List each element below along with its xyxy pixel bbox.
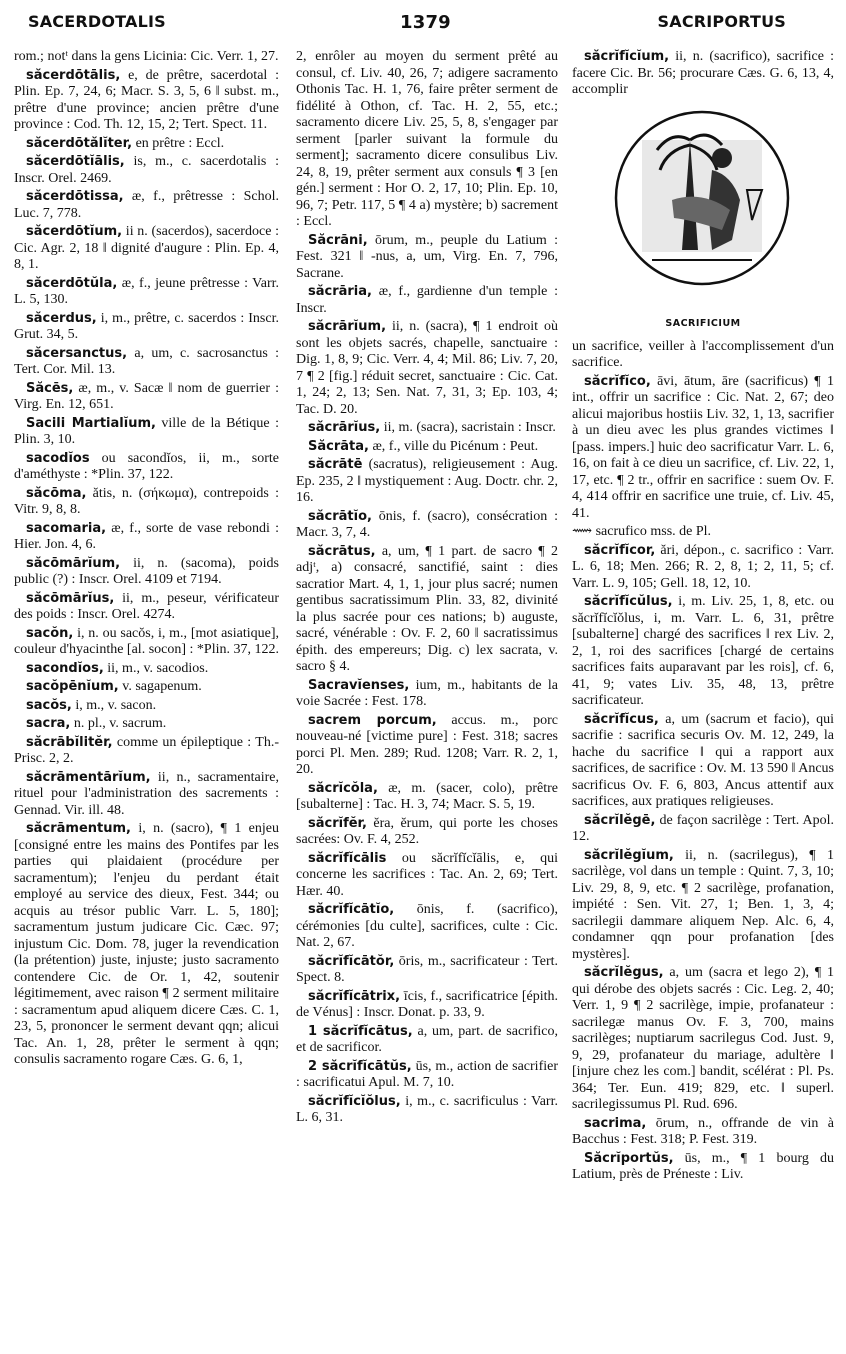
entry-definition: ville de la Bétique : Plin. 3, 10. — [14, 415, 279, 447]
dictionary-entry — [14, 345, 279, 378]
entry-headword: săcrĭlĕgĭum, — [584, 847, 674, 863]
entry-headword: săcōmārĭus, — [26, 590, 115, 606]
entry-headword: sacrima, — [584, 1115, 647, 1131]
dictionary-entry — [296, 438, 558, 455]
entry-headword: 2 săcrĭfĭcātŭs, — [308, 1058, 412, 1074]
entry-definition: ōrum, n., offrande de vin à Bacchus : Fest. 318; P. Fest. 319. — [572, 1115, 834, 1147]
dictionary-entry — [14, 485, 279, 518]
dictionary-entry — [14, 135, 279, 152]
entry-definition: ou săcrĭfĭcĭālis, e, qui concerne les sacrifices : Tac. An. 2, 69; Tert. Hær. 40. — [296, 850, 558, 899]
entry-definition: æ, m. (sacer, colo), prêtre [subalterne] : Tac. H. 3, 74; Macr. S. 5, 19. — [296, 780, 558, 812]
entry-definition: accus. m., porc nouveau-né [victime pure] : Fest. 318; sacres porci Pl. Men. 289; Rud. 1208; Varr. R. 2, 1, 20. — [296, 712, 558, 777]
dictionary-entry — [14, 715, 279, 732]
entry-definition: e, de prêtre, sacerdotal : Plin. Ep. 7, 24, 6; Macr. S. 3, 5, 6 ‖ subst. m., prêtre d'une province; ancien prêtre d'une province : Cod. Th. 12, 15, 2; Tert. Spect. 11. — [14, 67, 279, 132]
dictionary-entry — [14, 223, 279, 273]
entry-headword: 1 săcrĭfĭcātus, — [308, 1023, 413, 1039]
entry-definition: comme un épileptique : Th.-Prisc. 2, 2. — [14, 734, 279, 766]
entry-definition: æ, f., prêtresse : Schol. Luc. 7, 778. — [14, 189, 279, 221]
entry-headword: săcrĭfĭcālis — [308, 850, 387, 866]
entry-headword: săcrātus, — [308, 543, 376, 559]
entry-headword: săcrĭfĭcor, — [584, 542, 656, 558]
entry-definition: 2, enrôler au moyen du serment prêté au consul, cf. Liv. 40, 26, 7; adigere sacramento Othonis Tac. H. 1, 76, faire prêter serment de fidélité à Othon, cf. Tac. H. 2, 55, etc.; sacramento dicere Liv. 25, 5, 8, s'engager par serment [parler suivant la formule du serment]; sacramento dicere consulibus Liv. 24, 8, 19, prêter serment aux consuls ¶ 3 [en gén.] serment : Hor O. 2, 17, 10; Plin. Ep. 10, 96, 7; Petr. 117, 5 ¶ 4 a) mystère; b) sacrement : Eccl. — [296, 49, 558, 229]
dictionary-entry — [296, 780, 558, 813]
dictionary-entry — [572, 847, 834, 963]
dictionary-entry — [296, 48, 558, 230]
figure-caption: SACRIFICIUM — [665, 318, 741, 329]
entry-headword: săcrātĭo, — [308, 508, 372, 524]
entry-headword: săcrāmentārĭum, — [26, 769, 151, 785]
right-running-head: SACRIPORTUS — [657, 12, 786, 31]
entry-definition: ⟿ sacrufico mss. de Pl. — [572, 524, 712, 539]
entry-definition: ūs, m., action de sacrifier : sacrificatui Apul. M. 7, 10. — [296, 1058, 558, 1090]
dictionary-entry — [296, 953, 558, 986]
dictionary-entry — [296, 543, 558, 675]
page-header — [0, 0, 846, 40]
dictionary-entry — [14, 734, 279, 767]
dictionary-entry — [296, 419, 558, 436]
page-number: 1379 — [400, 12, 451, 33]
entry-headword: săcrātē — [308, 457, 363, 472]
entry-headword: săcrĭlĕgē, — [584, 812, 656, 828]
entry-definition: a, um, c. sacrosanctus : Tert. Cor. Mil. 13. — [14, 345, 279, 377]
entry-definition: ii, n. (sacoma), poids public (?) : Inscr. Orel. 4109 et 7194. — [14, 555, 279, 587]
entry-headword: săcerdōtĭālis, — [26, 154, 125, 169]
dictionary-entry — [296, 283, 558, 316]
entry-definition: ări, dépon., c. sacrifico : Varr. L. 6, 18; Men. 266; R. 2, 8, 1; 2, 11, 5; cf. Varr. L. 9, 105; Gell. 18, 12, 10. — [572, 542, 834, 591]
sacrificium-figure — [572, 100, 834, 332]
entry-headword: săcrāmentum, — [26, 821, 131, 836]
dictionary-entry — [572, 338, 834, 371]
entry-headword: săcrārĭus, — [308, 420, 381, 435]
dictionary-entry — [296, 1093, 558, 1126]
entry-headword: săcerdōtălĭter, — [26, 135, 133, 151]
entry-headword: săcrābĭlitĕr, — [26, 734, 113, 750]
entry-definition: is, m., c. sacerdotalis : Inscr. Orel. 2469. — [14, 154, 279, 186]
entry-headword: săcrĭfĭco, — [584, 373, 651, 389]
dictionary-entry — [14, 275, 279, 308]
entry-definition: ii, n., sacramentaire, rituel pour l'administration des sacrements : Gennad. Vir. ill. 48. — [14, 769, 279, 818]
dictionary-entry — [572, 1115, 834, 1148]
entry-definition: de façon sacrilège : Tert. Apol. 12. — [572, 812, 834, 844]
dictionary-entry — [296, 850, 558, 900]
entry-definition: ium, m., habitants de la voie Sacrée : Fest. 178. — [296, 677, 558, 709]
entry-definition: (sacratus), religieusement : Aug. Ep. 235, 2 ‖ mystiquement : Aug. Doctr. chr. 2, 16. — [296, 457, 558, 505]
entry-headword: săcerdōtŭla, — [26, 275, 118, 291]
entry-headword: săcrĭfĭcātrix, — [308, 988, 401, 1004]
column-1 — [14, 48, 279, 1348]
entry-definition: i, m., v. sacon. — [71, 697, 157, 713]
dictionary-entry — [14, 590, 279, 623]
entry-definition: æ, f., jeune prêtresse : Varr. L. 5, 130. — [14, 275, 279, 307]
entry-headword: sacra, — [26, 716, 71, 731]
dictionary-entry — [296, 318, 558, 417]
dictionary-entry — [572, 812, 834, 845]
entry-headword: săcersanctus, — [26, 345, 128, 361]
entry-definition: æ, f., sorte de vase rebondi : Hier. Jon. 4, 6. — [14, 520, 279, 552]
entry-definition: ii, n. (sacra), ¶ 1 endroit où sont les objets sacrés, chapelle, sanctuaire : Dig. 1, 8, 9; Cic. Verr. 4, 4; Mil. 86; Liv. 7, 20, 7 ¶ 2 [fig.] réduit secret, sanctuaire : Cic. Cat. 1, 24; 2, 13; Sen. Nat. 7, 31, 3; Ep. 103, 4; Tac. D. 20. — [296, 319, 558, 417]
column-2 — [296, 48, 558, 1348]
entry-headword: săcerdus, — [26, 310, 97, 326]
entry-definition: æ, f., gardienne d'un temple : Inscr. — [296, 284, 558, 316]
dictionary-entry — [572, 964, 834, 1113]
entry-definition: ii n. (sacerdos), sacerdoce : Cic. Agr. 2, 18 ‖ dignité d'augure : Plin. Ep. 4, 8, 1. — [14, 224, 279, 272]
entry-definition: ătis, n. (σήκωμα), contrepoids : Vitr. 9, 8, 8. — [14, 485, 279, 517]
dictionary-entry — [296, 988, 558, 1021]
left-running-head: SACERDOTALIS — [28, 12, 166, 31]
entry-definition: ii, m. (sacra), sacristain : Inscr. — [380, 420, 556, 435]
dictionary-entry — [14, 820, 279, 1068]
entry-definition: i, m. Liv. 25, 1, 8, etc. ou săcrĭfĭcĭŏlus, i, m. Varr. L. 6, 31, prêtre [subalterne] chargé des sacrifices ‖ rex Liv. 2, 2, 1, roi des sacrifices [chargé de certains sacrifices faits auparavant par les rois], cf. 6, 41, 9; vates Liv. 35, 48, 13, prêtre sacrificateur. — [572, 594, 834, 708]
entry-headword: săcerdōtālis, — [26, 67, 121, 83]
dictionary-entry — [296, 815, 558, 848]
entry-headword: Sacravĭenses, — [308, 677, 410, 693]
dictionary-entry — [296, 712, 558, 778]
dictionary-entry — [14, 678, 279, 695]
entry-headword: săcrĭfĭcŭlus, — [584, 594, 673, 609]
entry-headword: sacŏn, — [26, 625, 74, 641]
dictionary-entry — [14, 697, 279, 714]
dictionary-entry — [296, 456, 558, 506]
entry-headword: săcrĭfĭcātĭo, — [308, 902, 395, 917]
entry-definition: ii, m., peseur, vérificateur des poids : Inscr. Orel. 4274. — [14, 590, 279, 622]
dictionary-entry — [572, 711, 834, 810]
entry-definition: a, um (sacrum et facio), qui sacrifie : sacrifica securis Ov. M. 12, 249, la hache du sacrifice ‖ qui a rapport aux sacrifices, de sacrifice : Ov. M. 13 590 ‖ Ancus sacrificus Ov. F. 6, 803, Ancus attentif aux sacrifices, aux pratiques religieuses. — [572, 711, 834, 809]
dictionary-entry — [296, 901, 558, 951]
entry-headword: săcrĭfĕr, — [308, 815, 367, 831]
entry-definition: a, um, part. de sacrifico, et de sacrificor. — [296, 1023, 558, 1055]
entry-headword: săcrĭlĕgus, — [584, 965, 664, 980]
dictionary-entry — [14, 67, 279, 133]
entry-headword: sacodĭos — [26, 450, 90, 466]
sacrifice-illustration-icon — [612, 100, 792, 300]
entry-definition: ou sacondĭos, ii, m., sorte d'améthyste : *Plin. 37, 122. — [14, 450, 279, 482]
entry-definition: æ, f., ville du Picénum : Peut. — [368, 438, 539, 454]
dictionary-entry — [14, 555, 279, 588]
entry-headword: săcrĭfĭcātŏr, — [308, 953, 395, 969]
entry-headword: săcrĭfĭcĭum, — [584, 49, 670, 64]
entry-definition: ūs, m., ¶ 1 bourg du Latium, près de Préneste : Liv. — [572, 1150, 834, 1182]
dictionary-entry — [572, 593, 834, 709]
entry-headword: Săcrāta, — [308, 438, 369, 454]
dictionary-entry — [14, 660, 279, 677]
entry-definition: ĕra, ĕrum, qui porte les choses sacrées: Ov. F. 4, 252. — [296, 815, 558, 847]
entry-definition: un sacrifice, veiller à l'accomplissement d'un sacrifice. — [572, 338, 834, 370]
entry-headword: săcrĭfĭcus, — [584, 711, 659, 727]
entry-headword: sacomaria, — [26, 520, 107, 536]
dictionary-entry — [14, 380, 279, 413]
entry-headword: Săcrāni, — [308, 232, 368, 248]
dictionary-entry — [296, 1058, 558, 1091]
dictionary-entry — [14, 769, 279, 819]
entry-definition: n. pl., v. sacrum. — [70, 716, 167, 731]
entry-headword: sacondĭos, — [26, 660, 104, 676]
dictionary-entry — [572, 542, 834, 592]
entry-definition: ōris, m., sacrificateur : Tert. Spect. 8. — [296, 953, 558, 985]
column-3 — [572, 48, 834, 1348]
entry-headword: săcrārĭum, — [308, 319, 387, 334]
dictionary-entry — [14, 520, 279, 553]
entry-headword: Sacili Martialĭum, — [26, 415, 156, 431]
entry-definition: āvi, ātum, āre (sacrificus) ¶ 1 int., offrir un sacrifice : Cic. Nat. 2, 67; deo alicui majoribus hostiis Liv. 32, 1, 13, sacrifier à un dieu avec les plus grandes victimes ‖ [pass. impers.] huic deo sacrificatur Varr. L. 6, 16, on fait à ce dieu un sacrifice, cf. Liv. 22, 1, 17, etc. ¶ 2 tr., offrir en sacrifice : suem Ov. F. 4, 414 offrir en sacrifice une truie, cf. Liv. 45, 41. — [572, 373, 834, 521]
entry-headword: sacŏpēnĭum, — [26, 679, 119, 694]
entry-headword: sacrem porcum, — [308, 712, 437, 728]
entry-definition: ii, m., v. sacodios. — [103, 660, 209, 676]
entry-headword: săcōma, — [26, 485, 87, 501]
entry-definition: rom.; notᵗ dans la gens Licinia: Cic. Verr. 1, 27. — [14, 49, 279, 64]
dictionary-entry — [14, 310, 279, 343]
entry-definition: a, um, ¶ 1 part. de sacro ¶ 2 adjᵗ, a) consacré, sanctifié, saint : dies sacratior Mart. 4, 1, 1, jour plus sacré; numen gentibus sacratissimum Plin. 33, 82, divinité la plus sacrée pour ces nations; b) auguste, sacré, vénérable : Ov. F. 2, 60 ‖ sacratissimus épith. des empereurs; Dig. c) lex sacrata, v. sacro § 4. — [296, 543, 558, 674]
dictionary-entry — [296, 1023, 558, 1056]
entry-definition: ōnis, f. (sacro), consécration : Macr. 3, 7, 4. — [296, 508, 558, 540]
entry-headword: săcrĭfĭcĭŏlus, — [308, 1093, 401, 1109]
entry-definition: ōnis, f. (sacrifico), cérémonies [du culte], sacrifices, culte : Cic. Nat. 2, 67. — [296, 902, 558, 950]
entry-definition: ii, n. (sacrilegus), ¶ 1 sacrilège, vol dans un temple : Quint. 7, 3, 10; Liv. 29, 8, 9, etc. ¶ 2 sacrilège, profanation, impiété : Sen. Vit. 27, 1; Ben. 1, 3, 4; sacrilegii dammare aliquem Nep. Alc. 6, 4, condamner qqn pour profanation [des mystères]. — [572, 847, 834, 962]
entry-definition: i, m., c. sacrificulus : Varr. L. 6, 31. — [296, 1093, 558, 1125]
dictionary-entry — [572, 523, 834, 540]
dictionary-entry — [296, 508, 558, 541]
entry-headword: Săcrĭportŭs, — [584, 1150, 674, 1166]
entry-headword: săcrĭcŏla, — [308, 780, 378, 796]
entry-definition: v. sagapenum. — [118, 679, 202, 694]
entry-headword: sacŏs, — [26, 697, 72, 713]
entry-definition: a, um (sacra et lego 2), ¶ 1 qui dérobe des objets sacrés : Cic. Leg. 2, 40; Verr. 1, 9 ¶ 2 sacrilège, impie, profanateur : sacrilegæ manus Ov. F. 3, 700, mains sacrilèges; nuptiarum sacrilegus Cod. Just. 9, 9, 29, profanateur du mariage, adultère ‖ [injure chez les com.] bandit, scélérat : Pl. Ps. 364; Ter. Eun. 419; 829, etc. ‖ superl. sacrilegissumus Pl. Rud. 696. — [572, 965, 834, 1112]
entry-definition: ōrum, m., peuple du Latium : Fest. 321 ‖ -nus, a, um, Virg. En. 7, 796, Sacrane. — [296, 232, 558, 281]
entry-definition: īcis, f., sacrificatrice [épith. de Vénus] : Inscr. Donat. p. 33, 9. — [296, 988, 558, 1020]
dictionary-entry — [14, 153, 279, 186]
entry-definition: ii, n. (sacrifico), sacrifice : facere Cic. Br. 56; procurare Cæs. G. 6, 13, 4, accomplir — [572, 49, 834, 97]
entry-headword: Săcēs, — [26, 380, 74, 396]
entry-headword: săcerdōtĭum, — [26, 224, 123, 239]
dictionary-entry — [296, 232, 558, 282]
dictionary-entry — [14, 188, 279, 221]
dictionary-entry — [296, 677, 558, 710]
dictionary-entry — [572, 1150, 834, 1183]
entry-definition: i, n. (sacro), ¶ 1 enjeu [consigné entre les mains des Pontifes par les parties qui plaidaient (procédure per sacramentum); l'enjeu du perdant était employé au service des dieux, Fest. 344; ou acquis au trésor public Varr. L. 5, 180]; sacramentum justum judicare Cic. Cæc. 97; injustum Cic. Dom. 78, juger la revendication (la prétention) juste, injuste; justo sacramento contendere Cic. de Or. 1, 42, soutenir légitimement, avec raison ¶ 2 serment militaire : sacramentum apud aliquem dicere Cæs. C. 1, 23, 5, prononcer le serment devant qqn; alicui Tac. An. 1, 28, prêter le serment à qqn; consulis sacramento rogare Cæs. G. 6, 1, — [14, 821, 279, 1067]
dictionary-entry — [572, 48, 834, 98]
dictionary-entry — [14, 415, 279, 448]
entry-definition: i, m., prêtre, c. sacerdos : Inscr. Grut. 34, 5. — [14, 310, 279, 342]
entry-definition: en prêtre : Eccl. — [132, 135, 225, 151]
dictionary-entry — [14, 625, 279, 658]
dictionary-entry — [572, 373, 834, 522]
dictionary-entry — [14, 48, 279, 65]
entry-headword: săcerdōtissa, — [26, 189, 124, 204]
dictionary-entry — [14, 450, 279, 483]
entry-headword: săcōmārĭum, — [26, 555, 121, 571]
entry-definition: æ, m., v. Sacæ ‖ nom de guerrier : Virg. En. 12, 651. — [14, 380, 279, 412]
entry-definition: i, n. ou sacŏs, i, m., [mot asiatique], couleur d'hyacinthe [al. socon] : *Plin. 37, 122. — [14, 625, 279, 657]
entry-headword: săcrāria, — [308, 284, 372, 299]
